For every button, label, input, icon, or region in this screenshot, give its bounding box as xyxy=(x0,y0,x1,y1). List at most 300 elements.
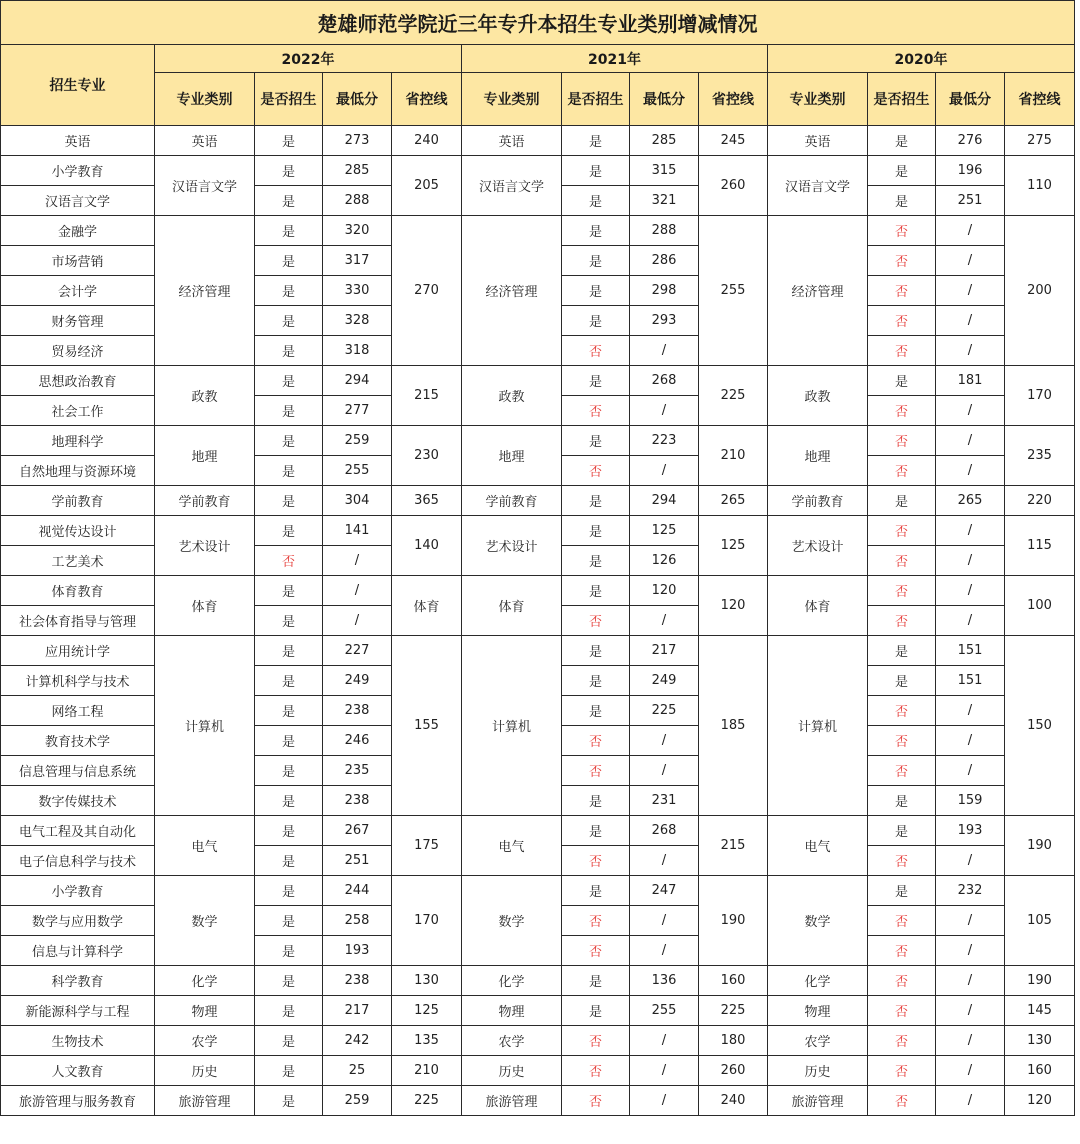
min-score-cell: 285 xyxy=(630,126,699,156)
category-cell: 计算机 xyxy=(462,636,562,816)
enroll-status-cell: 否 xyxy=(868,1026,936,1056)
category-cell: 物理 xyxy=(462,996,562,1026)
min-score-cell: / xyxy=(630,606,699,636)
control-line-cell: 125 xyxy=(699,516,768,576)
table-row xyxy=(1,366,1075,396)
category-cell: 艺术设计 xyxy=(768,516,868,576)
enroll-status-cell: 是 xyxy=(255,486,323,516)
min-score-cell: / xyxy=(630,396,699,426)
col-header-min-score: 最低分 xyxy=(936,73,1005,126)
enroll-status-cell: 是 xyxy=(562,876,630,906)
category-cell: 计算机 xyxy=(155,636,255,816)
enroll-status-cell: 是 xyxy=(255,276,323,306)
control-line-cell: 260 xyxy=(699,156,768,216)
enroll-status-cell: 否 xyxy=(562,1026,630,1056)
table-row xyxy=(1,126,1075,156)
min-score-cell: / xyxy=(936,966,1005,996)
enroll-status-cell: 否 xyxy=(562,336,630,366)
major-name-cell: 视觉传达设计 xyxy=(1,516,155,546)
category-cell: 农学 xyxy=(768,1026,868,1056)
min-score-cell: 225 xyxy=(630,696,699,726)
min-score-cell: 288 xyxy=(630,216,699,246)
control-line-cell: 240 xyxy=(699,1086,768,1116)
min-score-cell: 136 xyxy=(630,966,699,996)
major-name-cell: 财务管理 xyxy=(1,306,155,336)
enroll-status-cell: 是 xyxy=(255,936,323,966)
control-line-cell: 120 xyxy=(699,576,768,636)
major-name-cell: 科学教育 xyxy=(1,966,155,996)
control-line-cell: 155 xyxy=(392,636,462,816)
min-score-cell: / xyxy=(936,426,1005,456)
category-cell: 学前教育 xyxy=(155,486,255,516)
enroll-status-cell: 否 xyxy=(868,216,936,246)
enroll-status-cell: 否 xyxy=(868,396,936,426)
table-row xyxy=(1,156,1075,186)
major-name-cell: 数学与应用数学 xyxy=(1,906,155,936)
control-line-cell: 110 xyxy=(1005,156,1075,216)
col-header-category: 专业类别 xyxy=(768,73,868,126)
enroll-status-cell: 是 xyxy=(868,366,936,396)
enroll-status-cell: 是 xyxy=(562,576,630,606)
enroll-status-cell: 是 xyxy=(255,1086,323,1116)
enroll-status-cell: 是 xyxy=(868,126,936,156)
category-cell: 历史 xyxy=(462,1056,562,1086)
enroll-status-cell: 是 xyxy=(255,816,323,846)
enroll-status-cell: 是 xyxy=(255,216,323,246)
enroll-status-cell: 是 xyxy=(868,666,936,696)
major-name-cell: 教育技术学 xyxy=(1,726,155,756)
control-line-cell: 135 xyxy=(392,1026,462,1056)
control-line-cell: 225 xyxy=(699,366,768,426)
major-name-cell: 社会工作 xyxy=(1,396,155,426)
enroll-status-cell: 否 xyxy=(868,696,936,726)
category-cell: 化学 xyxy=(768,966,868,996)
min-score-cell: / xyxy=(630,726,699,756)
min-score-cell: 217 xyxy=(323,996,392,1026)
enroll-status-cell: 否 xyxy=(562,456,630,486)
min-score-cell: 330 xyxy=(323,276,392,306)
min-score-cell: 151 xyxy=(936,636,1005,666)
enroll-status-cell: 否 xyxy=(562,396,630,426)
category-cell: 地理 xyxy=(768,426,868,486)
enroll-status-cell: 否 xyxy=(562,1086,630,1116)
min-score-cell: 320 xyxy=(323,216,392,246)
major-name-cell: 电气工程及其自动化 xyxy=(1,816,155,846)
enroll-status-cell: 否 xyxy=(868,846,936,876)
enroll-status-cell: 否 xyxy=(562,756,630,786)
min-score-cell: 223 xyxy=(630,426,699,456)
min-score-cell: / xyxy=(630,456,699,486)
major-name-cell: 电子信息科学与技术 xyxy=(1,846,155,876)
min-score-cell: / xyxy=(630,846,699,876)
min-score-cell: 285 xyxy=(323,156,392,186)
table-row xyxy=(1,636,1075,666)
enroll-status-cell: 是 xyxy=(562,816,630,846)
control-line-cell: 215 xyxy=(392,366,462,426)
control-line-cell: 215 xyxy=(699,816,768,876)
control-line-cell: 115 xyxy=(1005,516,1075,576)
control-line-cell: 265 xyxy=(699,486,768,516)
control-line-cell: 185 xyxy=(699,636,768,816)
enroll-status-cell: 是 xyxy=(255,906,323,936)
major-name-cell: 应用统计学 xyxy=(1,636,155,666)
min-score-cell: 321 xyxy=(630,186,699,216)
control-line-cell: 230 xyxy=(392,426,462,486)
enroll-status-cell: 是 xyxy=(255,966,323,996)
min-score-cell: 304 xyxy=(323,486,392,516)
min-score-cell: 251 xyxy=(936,186,1005,216)
major-name-cell: 社会体育指导与管理 xyxy=(1,606,155,636)
min-score-cell: / xyxy=(936,696,1005,726)
min-score-cell: 318 xyxy=(323,336,392,366)
min-score-cell: 259 xyxy=(323,426,392,456)
major-name-cell: 金融学 xyxy=(1,216,155,246)
min-score-cell: / xyxy=(936,336,1005,366)
enroll-status-cell: 是 xyxy=(255,726,323,756)
min-score-cell: / xyxy=(936,936,1005,966)
major-name-cell: 学前教育 xyxy=(1,486,155,516)
enroll-status-cell: 是 xyxy=(255,636,323,666)
min-score-cell: / xyxy=(936,846,1005,876)
min-score-cell: 259 xyxy=(323,1086,392,1116)
enroll-status-cell: 是 xyxy=(868,186,936,216)
min-score-cell: / xyxy=(936,1056,1005,1086)
control-line-cell: 205 xyxy=(392,156,462,216)
control-line-cell: 180 xyxy=(699,1026,768,1056)
min-score-cell: 277 xyxy=(323,396,392,426)
table-row xyxy=(1,1056,1075,1086)
enroll-status-cell: 是 xyxy=(255,996,323,1026)
control-line-cell: 120 xyxy=(1005,1086,1075,1116)
min-score-cell: 120 xyxy=(630,576,699,606)
enroll-status-cell: 否 xyxy=(562,846,630,876)
year-header-2021: 2021年 xyxy=(462,45,768,73)
enroll-status-cell: 否 xyxy=(868,456,936,486)
category-cell: 经济管理 xyxy=(768,216,868,366)
col-header-control-line: 省控线 xyxy=(1005,73,1075,126)
enroll-status-cell: 否 xyxy=(868,426,936,456)
col-header-min-score: 最低分 xyxy=(630,73,699,126)
min-score-cell: / xyxy=(936,276,1005,306)
enroll-status-cell: 是 xyxy=(255,126,323,156)
major-name-cell: 工艺美术 xyxy=(1,546,155,576)
enroll-status-cell: 否 xyxy=(255,546,323,576)
min-score-cell: / xyxy=(630,756,699,786)
min-score-cell: / xyxy=(936,1026,1005,1056)
table-row xyxy=(1,1026,1075,1056)
table-row xyxy=(1,1086,1075,1116)
enroll-status-cell: 否 xyxy=(562,606,630,636)
category-cell: 体育 xyxy=(155,576,255,636)
min-score-cell: 25 xyxy=(323,1056,392,1086)
enroll-status-cell: 是 xyxy=(255,396,323,426)
enroll-status-cell: 否 xyxy=(868,726,936,756)
min-score-cell: / xyxy=(936,576,1005,606)
enroll-status-cell: 否 xyxy=(868,1056,936,1086)
enroll-status-cell: 是 xyxy=(562,306,630,336)
min-score-cell: 247 xyxy=(630,876,699,906)
major-column-header: 招生专业 xyxy=(1,45,155,126)
major-name-cell: 市场营销 xyxy=(1,246,155,276)
min-score-cell: 246 xyxy=(323,726,392,756)
min-score-cell: 255 xyxy=(323,456,392,486)
enroll-status-cell: 是 xyxy=(562,486,630,516)
control-line-cell: 170 xyxy=(1005,366,1075,426)
major-name-cell: 信息管理与信息系统 xyxy=(1,756,155,786)
min-score-cell: / xyxy=(630,906,699,936)
enroll-status-cell: 否 xyxy=(868,996,936,1026)
category-cell: 旅游管理 xyxy=(768,1086,868,1116)
min-score-cell: 267 xyxy=(323,816,392,846)
table-title: 楚雄师范学院近三年专升本招生专业类别增减情况 xyxy=(1,1,1075,45)
category-cell: 汉语言文学 xyxy=(462,156,562,216)
year-header-2020: 2020年 xyxy=(768,45,1075,73)
control-line-cell: 190 xyxy=(1005,966,1075,996)
control-line-cell: 105 xyxy=(1005,876,1075,966)
col-header-enroll: 是否招生 xyxy=(255,73,323,126)
min-score-cell: 244 xyxy=(323,876,392,906)
major-name-cell: 自然地理与资源环境 xyxy=(1,456,155,486)
min-score-cell: 193 xyxy=(323,936,392,966)
min-score-cell: 196 xyxy=(936,156,1005,186)
enroll-status-cell: 是 xyxy=(255,1026,323,1056)
category-cell: 数学 xyxy=(155,876,255,966)
col-header-control-line: 省控线 xyxy=(699,73,768,126)
table-row xyxy=(1,486,1075,516)
control-line-cell: 275 xyxy=(1005,126,1075,156)
control-line-cell: 260 xyxy=(699,1056,768,1086)
min-score-cell: 151 xyxy=(936,666,1005,696)
enroll-status-cell: 否 xyxy=(868,1086,936,1116)
enroll-status-cell: 是 xyxy=(255,786,323,816)
enroll-status-cell: 是 xyxy=(255,576,323,606)
major-name-cell: 人文教育 xyxy=(1,1056,155,1086)
enroll-status-cell: 是 xyxy=(562,636,630,666)
enroll-status-cell: 是 xyxy=(562,216,630,246)
enroll-status-cell: 否 xyxy=(868,966,936,996)
category-cell: 汉语言文学 xyxy=(768,156,868,216)
min-score-cell: 298 xyxy=(630,276,699,306)
enroll-status-cell: 是 xyxy=(868,486,936,516)
enroll-status-cell: 否 xyxy=(562,936,630,966)
major-name-cell: 信息与计算科学 xyxy=(1,936,155,966)
table-row xyxy=(1,876,1075,906)
col-header-min-score: 最低分 xyxy=(323,73,392,126)
category-cell: 汉语言文学 xyxy=(155,156,255,216)
min-score-cell: 249 xyxy=(323,666,392,696)
category-cell: 旅游管理 xyxy=(462,1086,562,1116)
control-line-cell: 190 xyxy=(1005,816,1075,876)
col-header-control-line: 省控线 xyxy=(392,73,462,126)
category-cell: 体育 xyxy=(768,576,868,636)
major-name-cell: 小学教育 xyxy=(1,876,155,906)
min-score-cell: / xyxy=(936,906,1005,936)
enroll-status-cell: 是 xyxy=(255,696,323,726)
min-score-cell: 268 xyxy=(630,816,699,846)
category-cell: 体育 xyxy=(462,576,562,636)
category-cell: 地理 xyxy=(462,426,562,486)
table-header xyxy=(1,1,1075,126)
min-score-cell: 238 xyxy=(323,696,392,726)
category-cell: 物理 xyxy=(155,996,255,1026)
min-score-cell: 255 xyxy=(630,996,699,1026)
enroll-status-cell: 是 xyxy=(562,366,630,396)
major-name-cell: 英语 xyxy=(1,126,155,156)
category-cell: 历史 xyxy=(768,1056,868,1086)
enroll-status-cell: 是 xyxy=(255,186,323,216)
enroll-status-cell: 否 xyxy=(868,306,936,336)
min-score-cell: 141 xyxy=(323,516,392,546)
min-score-cell: / xyxy=(936,756,1005,786)
enroll-status-cell: 是 xyxy=(255,756,323,786)
enroll-status-cell: 是 xyxy=(255,246,323,276)
enroll-status-cell: 是 xyxy=(562,516,630,546)
category-cell: 电气 xyxy=(155,816,255,876)
min-score-cell: 125 xyxy=(630,516,699,546)
min-score-cell: 232 xyxy=(936,876,1005,906)
min-score-cell: 227 xyxy=(323,636,392,666)
enroll-status-cell: 是 xyxy=(868,636,936,666)
min-score-cell: / xyxy=(323,606,392,636)
category-cell: 物理 xyxy=(768,996,868,1026)
min-score-cell: / xyxy=(323,576,392,606)
min-score-cell: 288 xyxy=(323,186,392,216)
enroll-status-cell: 否 xyxy=(868,606,936,636)
col-header-category: 专业类别 xyxy=(462,73,562,126)
min-score-cell: / xyxy=(630,1026,699,1056)
enroll-status-cell: 是 xyxy=(255,306,323,336)
min-score-cell: / xyxy=(936,996,1005,1026)
enroll-status-cell: 是 xyxy=(562,666,630,696)
min-score-cell: 193 xyxy=(936,816,1005,846)
enroll-status-cell: 否 xyxy=(868,336,936,366)
enroll-status-cell: 否 xyxy=(868,936,936,966)
control-line-cell: 245 xyxy=(699,126,768,156)
major-name-cell: 数字传媒技术 xyxy=(1,786,155,816)
table-row xyxy=(1,426,1075,456)
min-score-cell: 238 xyxy=(323,966,392,996)
category-cell: 艺术设计 xyxy=(155,516,255,576)
enroll-status-cell: 是 xyxy=(255,876,323,906)
control-line-cell: 210 xyxy=(392,1056,462,1086)
table-row xyxy=(1,576,1075,606)
category-cell: 英语 xyxy=(462,126,562,156)
enroll-status-cell: 是 xyxy=(562,156,630,186)
table-row xyxy=(1,996,1075,1026)
control-line-cell: 255 xyxy=(699,216,768,366)
major-name-cell: 小学教育 xyxy=(1,156,155,186)
enroll-status-cell: 是 xyxy=(255,336,323,366)
control-line-cell: 235 xyxy=(1005,426,1075,486)
table-row xyxy=(1,516,1075,546)
enroll-status-cell: 否 xyxy=(562,906,630,936)
enroll-status-cell: 是 xyxy=(255,516,323,546)
min-score-cell: 231 xyxy=(630,786,699,816)
min-score-cell: 238 xyxy=(323,786,392,816)
min-score-cell: 258 xyxy=(323,906,392,936)
min-score-cell: 286 xyxy=(630,246,699,276)
min-score-cell: / xyxy=(323,546,392,576)
col-header-enroll: 是否招生 xyxy=(868,73,936,126)
min-score-cell: 268 xyxy=(630,366,699,396)
min-score-cell: 126 xyxy=(630,546,699,576)
min-score-cell: / xyxy=(936,396,1005,426)
min-score-cell: 294 xyxy=(323,366,392,396)
enroll-status-cell: 否 xyxy=(868,246,936,276)
col-header-category: 专业类别 xyxy=(155,73,255,126)
control-line-cell: 200 xyxy=(1005,216,1075,366)
control-line-cell: 160 xyxy=(1005,1056,1075,1086)
control-line-cell: 240 xyxy=(392,126,462,156)
control-line-cell: 175 xyxy=(392,816,462,876)
control-line-cell: 130 xyxy=(1005,1026,1075,1056)
control-line-cell: 225 xyxy=(699,996,768,1026)
control-line-cell: 190 xyxy=(699,876,768,966)
category-cell: 学前教育 xyxy=(768,486,868,516)
min-score-cell: 317 xyxy=(323,246,392,276)
table-row xyxy=(1,966,1075,996)
enroll-status-cell: 否 xyxy=(868,576,936,606)
enroll-status-cell: 是 xyxy=(255,846,323,876)
min-score-cell: 294 xyxy=(630,486,699,516)
enroll-status-cell: 是 xyxy=(255,156,323,186)
min-score-cell: 159 xyxy=(936,786,1005,816)
col-header-enroll: 是否招生 xyxy=(562,73,630,126)
major-name-cell: 思想政治教育 xyxy=(1,366,155,396)
min-score-cell: / xyxy=(936,216,1005,246)
enroll-status-cell: 是 xyxy=(255,456,323,486)
control-line-cell: 220 xyxy=(1005,486,1075,516)
enroll-status-cell: 是 xyxy=(562,276,630,306)
enroll-status-cell: 是 xyxy=(255,366,323,396)
major-name-cell: 会计学 xyxy=(1,276,155,306)
enroll-status-cell: 是 xyxy=(562,996,630,1026)
min-score-cell: / xyxy=(630,1086,699,1116)
min-score-cell: 251 xyxy=(323,846,392,876)
category-cell: 历史 xyxy=(155,1056,255,1086)
major-name-cell: 旅游管理与服务教育 xyxy=(1,1086,155,1116)
control-line-cell: 150 xyxy=(1005,636,1075,816)
min-score-cell: 181 xyxy=(936,366,1005,396)
enroll-status-cell: 是 xyxy=(562,246,630,276)
major-name-cell: 生物技术 xyxy=(1,1026,155,1056)
control-line-cell: 130 xyxy=(392,966,462,996)
enroll-status-cell: 是 xyxy=(255,426,323,456)
category-cell: 政教 xyxy=(462,366,562,426)
min-score-cell: 242 xyxy=(323,1026,392,1056)
category-cell: 政教 xyxy=(155,366,255,426)
enroll-status-cell: 是 xyxy=(868,876,936,906)
enroll-status-cell: 是 xyxy=(562,696,630,726)
enroll-status-cell: 是 xyxy=(868,156,936,186)
category-cell: 经济管理 xyxy=(155,216,255,366)
enroll-status-cell: 否 xyxy=(868,516,936,546)
enroll-status-cell: 是 xyxy=(868,786,936,816)
min-score-cell: 265 xyxy=(936,486,1005,516)
category-cell: 化学 xyxy=(155,966,255,996)
min-score-cell: / xyxy=(936,456,1005,486)
major-name-cell: 贸易经济 xyxy=(1,336,155,366)
enroll-status-cell: 否 xyxy=(562,1056,630,1086)
enroll-status-cell: 是 xyxy=(562,786,630,816)
control-line-cell: 225 xyxy=(392,1086,462,1116)
enroll-status-cell: 否 xyxy=(562,726,630,756)
min-score-cell: / xyxy=(936,606,1005,636)
min-score-cell: / xyxy=(936,306,1005,336)
category-cell: 艺术设计 xyxy=(462,516,562,576)
control-line-cell: 125 xyxy=(392,996,462,1026)
enroll-status-cell: 是 xyxy=(562,126,630,156)
